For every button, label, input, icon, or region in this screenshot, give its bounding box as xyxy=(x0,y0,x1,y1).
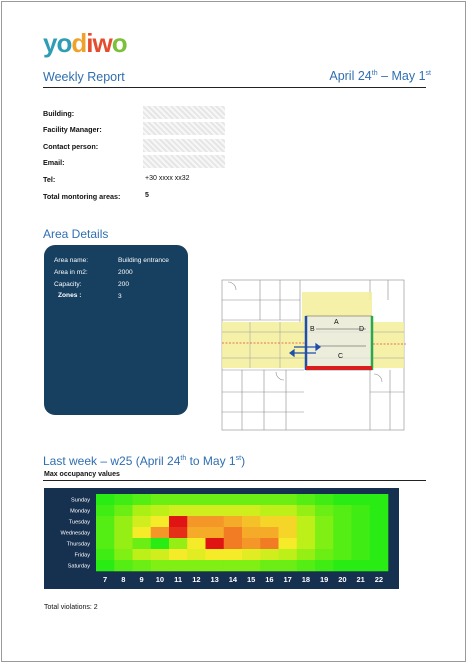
heatmap-cell xyxy=(151,516,170,527)
heatmap-column-label: 13 xyxy=(210,575,219,584)
last-week-divider xyxy=(43,480,426,481)
heatmap-cell xyxy=(169,560,188,571)
heatmap-column-label: 10 xyxy=(155,575,165,584)
area-name-value: Building entrance xyxy=(118,257,169,264)
heatmap-cell xyxy=(333,560,352,571)
heatmap-cell xyxy=(370,549,389,560)
heatmap-column-label: 21 xyxy=(356,575,365,584)
heatmap-cell xyxy=(297,560,316,571)
heatmap-cell xyxy=(169,527,188,538)
occupancy-heatmap xyxy=(44,488,399,589)
tel-label: Tel: xyxy=(43,175,56,184)
heatmap-cell xyxy=(297,505,316,516)
heatmap-cell xyxy=(333,527,352,538)
heatmap-cell xyxy=(206,494,225,505)
heatmap-cell xyxy=(242,560,261,571)
heatmap-cell xyxy=(206,560,225,571)
heatmap-cell xyxy=(242,538,261,549)
heatmap-row-label: Saturday xyxy=(67,563,90,570)
heatmap-cell xyxy=(279,516,298,527)
heatmap-cell xyxy=(169,549,188,560)
zones-label: Zones : xyxy=(58,292,82,299)
heatmap-column-label: 18 xyxy=(301,575,311,584)
heatmap-cell xyxy=(96,527,115,538)
heatmap-cell xyxy=(260,560,279,571)
svg-text:yodiwo: yodiwo xyxy=(43,28,127,58)
heatmap-cell xyxy=(297,494,316,505)
heatmap-cell xyxy=(352,494,371,505)
heatmap-column-label: 14 xyxy=(228,575,238,584)
building-label: Building: xyxy=(43,109,75,118)
contact-person-redacted xyxy=(143,139,225,152)
heatmap-cell xyxy=(352,549,371,560)
heatmap-cell xyxy=(151,494,170,505)
heatmap-cell xyxy=(224,516,243,527)
heatmap-cell xyxy=(224,538,243,549)
heatmap-cell xyxy=(315,560,334,571)
area-details-title: Area Details xyxy=(43,227,109,241)
heatmap-cell xyxy=(114,527,133,538)
heatmap-cell xyxy=(260,549,279,560)
heatmap-cell xyxy=(224,494,243,505)
heatmap-cell xyxy=(297,549,316,560)
max-occupancy-subtitle: Max occupancy values xyxy=(44,471,120,478)
heatmap-cell xyxy=(242,527,261,538)
heatmap-column-label: 7 xyxy=(103,575,108,584)
heatmap-cell xyxy=(114,516,133,527)
heatmap-cell xyxy=(96,494,115,505)
heatmap-cell xyxy=(297,527,316,538)
total-violations: Total violations: 2 xyxy=(44,604,98,611)
heatmap-cell xyxy=(370,516,389,527)
heatmap-column-label: 15 xyxy=(246,575,256,584)
heatmap-cell xyxy=(370,527,389,538)
heatmap-cell xyxy=(114,538,133,549)
heatmap-cell xyxy=(133,527,152,538)
heatmap-cell xyxy=(279,549,298,560)
report-date-range: April 24th – May 1st xyxy=(329,69,431,83)
heatmap-cell xyxy=(315,494,334,505)
heatmap-cell xyxy=(169,494,188,505)
heatmap-cell xyxy=(224,527,243,538)
capacity-label: Capacity: xyxy=(54,281,82,288)
heatmap-row-label: Sunday xyxy=(71,497,90,504)
heatmap-cell xyxy=(260,494,279,505)
heatmap-cell xyxy=(260,527,279,538)
heatmap-cell xyxy=(187,494,206,505)
zone-c-label: C xyxy=(338,353,344,360)
heatmap-cell xyxy=(352,516,371,527)
heatmap-cell xyxy=(279,538,298,549)
heatmap-cell xyxy=(279,527,298,538)
heatmap-cell xyxy=(96,549,115,560)
heatmap-cell xyxy=(133,505,152,516)
heatmap-cell xyxy=(151,560,170,571)
total-areas-value: 5 xyxy=(145,192,149,199)
heatmap-cell xyxy=(206,516,225,527)
heatmap-cell xyxy=(224,505,243,516)
capacity-value: 200 xyxy=(118,281,130,288)
heatmap-cell xyxy=(114,549,133,560)
heatmap-cell xyxy=(133,516,152,527)
heatmap-cell xyxy=(133,560,152,571)
heatmap-column-label: 19 xyxy=(319,575,329,584)
heatmap-cell xyxy=(206,527,225,538)
heatmap-cell xyxy=(242,516,261,527)
heatmap-cell xyxy=(151,538,170,549)
heatmap-cell xyxy=(96,505,115,516)
area-name-label: Area name: xyxy=(54,257,89,264)
heatmap-column-label: 22 xyxy=(374,575,384,584)
heatmap-row-label: Friday xyxy=(74,552,90,559)
heatmap-cell xyxy=(352,560,371,571)
heatmap-column-label: 12 xyxy=(192,575,201,584)
facility-manager-label: Facility Manager: xyxy=(43,125,102,134)
heatmap-cell xyxy=(352,538,371,549)
heatmap-cell xyxy=(333,516,352,527)
heatmap-cell xyxy=(151,527,170,538)
heatmap-cell xyxy=(169,505,188,516)
heatmap-cell xyxy=(333,549,352,560)
heatmap-column-label: 11 xyxy=(174,575,183,584)
heatmap-cell xyxy=(96,516,115,527)
facility-manager-redacted xyxy=(143,122,225,135)
heatmap-cell xyxy=(187,538,206,549)
heatmap-cell xyxy=(187,505,206,516)
heatmap-cell xyxy=(187,549,206,560)
zone-a-label: A xyxy=(334,319,339,326)
heatmap-cell xyxy=(315,505,334,516)
heatmap-cell xyxy=(96,538,115,549)
heatmap-cell xyxy=(315,549,334,560)
heatmap-row-label: Wednesday xyxy=(60,530,90,537)
heatmap-cell xyxy=(187,560,206,571)
report-title: Weekly Report xyxy=(43,70,125,84)
heatmap-cell xyxy=(315,527,334,538)
heatmap-cell xyxy=(315,516,334,527)
heatmap-row-label: Thursday xyxy=(66,541,90,548)
heatmap-cell xyxy=(242,505,261,516)
tel-value: +30 xxxx xx32 xyxy=(145,175,190,182)
contact-person-label: Contact person: xyxy=(43,142,99,151)
building-redacted xyxy=(143,106,225,119)
heatmap-cell xyxy=(206,549,225,560)
heatmap-column-label: 20 xyxy=(338,575,347,584)
heatmap-cell xyxy=(370,494,389,505)
heatmap-cell xyxy=(333,505,352,516)
heatmap-column-label: 8 xyxy=(121,575,126,584)
heatmap-cell xyxy=(370,505,389,516)
heatmap-cell xyxy=(96,560,115,571)
yodiwo-logo xyxy=(43,28,127,62)
zone-d-label: D xyxy=(359,326,365,333)
heatmap-cell xyxy=(260,505,279,516)
zones-value: 3 xyxy=(118,293,122,300)
floor-plan-image xyxy=(220,262,408,434)
heatmap-cell xyxy=(333,538,352,549)
heatmap-cell xyxy=(133,538,152,549)
heatmap-cell xyxy=(224,560,243,571)
heatmap-cell xyxy=(224,549,243,560)
last-week-title: Last week – w25 (April 24th to May 1st) xyxy=(43,454,246,468)
heatmap-cell xyxy=(151,505,170,516)
header-divider xyxy=(43,87,426,88)
heatmap-cell xyxy=(260,516,279,527)
heatmap-cell xyxy=(114,494,133,505)
heatmap-column-label: 16 xyxy=(265,575,274,584)
heatmap-cell xyxy=(297,516,316,527)
heatmap-column-label: 9 xyxy=(139,575,144,584)
heatmap-cell xyxy=(114,505,133,516)
heatmap-cell xyxy=(187,527,206,538)
heatmap-row-label: Monday xyxy=(70,508,90,515)
heatmap-cell xyxy=(370,560,389,571)
heatmap-cell xyxy=(206,538,225,549)
heatmap-cell xyxy=(279,505,298,516)
heatmap-cell xyxy=(333,494,352,505)
heatmap-row-label: Tuesday xyxy=(68,519,90,526)
heatmap-cell xyxy=(315,538,334,549)
heatmap-cell xyxy=(370,538,389,549)
heatmap-cell xyxy=(260,538,279,549)
total-areas-label: Total montoring areas: xyxy=(43,192,121,201)
area-size-label: Area in m2: xyxy=(54,269,88,276)
heatmap-cell xyxy=(169,538,188,549)
heatmap-cell xyxy=(151,549,170,560)
heatmap-cell xyxy=(169,516,188,527)
heatmap-cell xyxy=(242,549,261,560)
heatmap-cell xyxy=(297,538,316,549)
heatmap-cell xyxy=(133,549,152,560)
heatmap-column-label: 17 xyxy=(283,575,292,584)
area-size-value: 2000 xyxy=(118,269,133,276)
email-label: Email: xyxy=(43,158,65,167)
heatmap-cell xyxy=(187,516,206,527)
heatmap-cell xyxy=(114,560,133,571)
heatmap-cell xyxy=(279,560,298,571)
zone-b-label: B xyxy=(310,326,315,333)
heatmap-cell xyxy=(352,527,371,538)
area-details-card xyxy=(44,245,188,415)
heatmap-cell xyxy=(133,494,152,505)
heatmap-cell xyxy=(352,505,371,516)
heatmap-cell xyxy=(206,505,225,516)
email-redacted xyxy=(143,155,225,168)
heatmap-cell xyxy=(242,494,261,505)
heatmap-cell xyxy=(279,494,298,505)
